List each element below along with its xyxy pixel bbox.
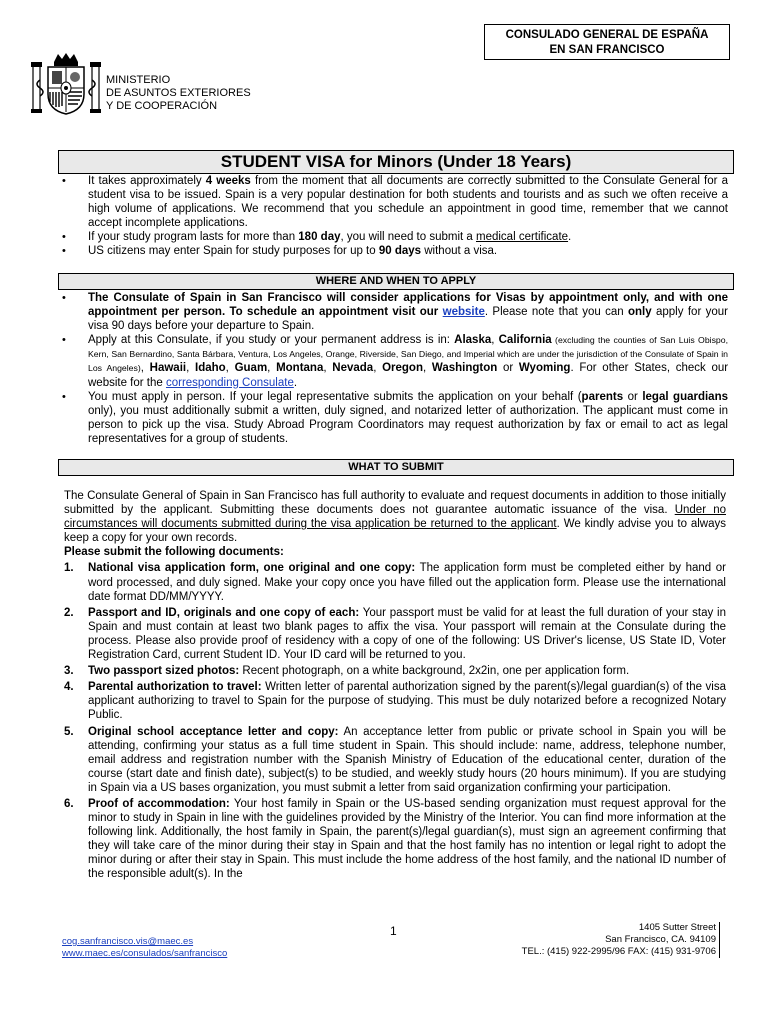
state-guam: Guam <box>234 362 268 375</box>
document-item-text: Your host family in Spain or the US-based sending organization must request approval for the minor to study in Spain in line with the guidelines provided by the Ministry of the Interior. You can find more information at the following link. Additionally, the host family in Spain, the parent(s)/legal guardian(s), must sign an agreement confirming that they will take care of the minor during their stay in Spain and that the host family has no intention or legal right to adopt the minor during or after their stay in Spain. This must include the home address of the host family, and the national ID number of the responsible adult(s). In the <box>88 797 727 881</box>
spain-coat-of-arms-icon <box>30 52 102 118</box>
ministry-line-1: MINISTERIO <box>106 74 171 86</box>
document-item-title: Original school acceptance letter and copy: <box>88 725 339 738</box>
state-oregon: Oregon <box>382 362 423 375</box>
ministry-line-3: Y DE COOPERACIÓN <box>106 100 218 112</box>
text: from the moment that all documents are correctly submitted to the Consulate General for a student visa to be issued. Spain is a very popular destination for both students and tourists and as such we often receive a high volume of applications. We recommend that you schedule an appointment in good time, remember that we cannot accept incomplete applications. <box>88 175 728 230</box>
document-item <box>64 725 726 795</box>
what-to-submit-section <box>64 489 726 882</box>
text: You must apply in person. If your legal representative submits the application on your behalf ( <box>88 390 582 403</box>
text-bold: The Consulate of Spain in San Francisco will consider applications for Visas by appointment only, and with one appointment per person. To schedule an appointment visit our <box>88 292 728 319</box>
page-number: 1 <box>390 924 397 938</box>
text: It takes approximately <box>88 175 206 187</box>
consulado-line-2: EN SAN FRANCISCO <box>549 44 665 56</box>
text-bold: 4 weeks <box>205 175 251 187</box>
list-item <box>58 333 728 389</box>
footer-address <box>522 922 716 958</box>
list-item <box>58 291 728 333</box>
document-item <box>64 680 726 722</box>
text: US citizens may enter Spain for study purposes for up to <box>88 245 379 258</box>
state-montana: Montana <box>276 362 324 375</box>
address-phone-fax: TEL.: (415) 922-2995/96 FAX: (415) 931-9706 <box>521 946 716 957</box>
website-url-link[interactable]: www.maec.es/consulados/sanfrancisco <box>62 948 228 959</box>
list-item <box>58 244 728 258</box>
document-item-number: 6. <box>64 797 74 810</box>
ministry-line-2: DE ASUNTOS EXTERIORES <box>106 87 251 99</box>
address-divider <box>719 922 720 958</box>
text: only), you must additionally submit a written, duly signed, and notarized letter of authorization. The applicant must come in person to pick up the visa. Study Abroad Program Coordinators may request authorization by fax or email to act as legal representatives for a group of students. <box>88 404 728 445</box>
state-idaho: Idaho <box>195 362 226 375</box>
intro-list <box>58 174 728 259</box>
text: or <box>623 390 643 403</box>
text-bold: Please submit the following documents: <box>64 546 284 559</box>
text: , <box>186 362 195 375</box>
text: . For other States, check our website for the <box>88 362 729 389</box>
text-bold: parents <box>581 390 624 403</box>
text: , <box>225 362 235 375</box>
text: , <box>140 362 150 375</box>
state-california: California <box>498 334 552 347</box>
text-bold: legal guardians <box>642 390 728 403</box>
state-hawaii: Hawaii <box>149 362 187 375</box>
submit-intro-paragraph <box>64 489 726 545</box>
text: , you will need to submit a <box>340 231 476 244</box>
state-nevada: Nevada <box>332 362 374 375</box>
document-item-number: 5. <box>64 725 74 738</box>
corresponding-consulate-link[interactable]: corresponding Consulate <box>165 376 294 389</box>
list-item <box>58 174 728 230</box>
text: . <box>568 231 572 244</box>
document-item-title: Passport and ID, originals and one copy of each: <box>88 606 360 619</box>
document-item-text: An acceptance letter from public or private school in Spain you will be attending, confirming your status as a full time student in Spain. This should include: name, address, telephone number, email address and registration number with the Spanish Ministry of Education of the educational center, duration of the course (start date and finish date), subject(s) to be studied, and weekly study hours (20 hours minimum). If you are studying in Spain via a US bases organization, you must submit a letter from said organization confirming your participation. <box>88 725 726 794</box>
document-item-number: 3. <box>64 665 74 678</box>
text: , <box>422 362 432 375</box>
footer-contacts <box>62 936 227 960</box>
document-item <box>64 664 726 678</box>
document-item-text: The application form must be completed either by hand or word processed, and duly signed. Make your copy once you have filled out the application form. Please use the international date format DD/MM/YYYY. <box>88 562 726 603</box>
document-item-title: Parental authorization to travel: <box>88 681 262 694</box>
page-title: STUDENT VISA for Minors (Under 18 Years) <box>58 150 734 174</box>
consulado-header-box <box>484 24 730 60</box>
text: . <box>293 376 298 389</box>
document-item-number: 4. <box>64 681 74 694</box>
document-item <box>64 797 726 882</box>
documents-list <box>64 561 726 881</box>
state-washington: Washington <box>431 362 498 375</box>
text: apply for your visa 90 days before your departure to Spain. <box>88 306 728 333</box>
text-bold: 90 days <box>378 245 422 258</box>
state-wyoming: Wyoming <box>518 362 571 375</box>
county-exclusion-note: (excluding the counties of San Luis Obispo, Kern, San Bernardino, Santa Bárbara, Ventura, Los Angeles, Orange, Riverside, San Diego, and Imperial which are under the jurisdiction of the Consulate of Spain in Los Angeles) <box>88 335 728 374</box>
email-link[interactable]: cog.sanfrancisco.vis@maec.es <box>62 936 194 947</box>
text-underlined: Under no circumstances will documents submitted during the visa application be returned to the applicant <box>64 504 726 531</box>
document-item-title: Proof of accommodation: <box>88 797 230 810</box>
text-bold: 180 day <box>298 231 341 244</box>
document-item-number: 2. <box>64 606 74 619</box>
text: , <box>491 334 499 347</box>
text: , <box>323 362 333 375</box>
document-item-number: 1. <box>64 562 74 575</box>
website-link[interactable]: website <box>442 306 485 319</box>
what-to-submit-heading: WHAT TO SUBMIT <box>58 459 734 476</box>
document-item-title: National visa application form, one original and one copy: <box>88 562 416 575</box>
text: , <box>267 362 277 375</box>
text: or <box>497 362 519 375</box>
text: If your study program lasts for more than <box>88 231 299 244</box>
document-item-text: Written letter of parental authorization signed by the parent(s)/legal guardian(s) of the visa applicant authorizing to travel to Spain for the purpose of studying. This must be duly notarized before a recognized Notary Public. <box>88 681 726 722</box>
document-item-title: Two passport sized photos: <box>88 665 240 678</box>
text-bold: only <box>628 306 652 319</box>
where-when-heading: WHERE AND WHEN TO APPLY <box>58 273 734 290</box>
text: Apply at this Consulate, if you study or your permanent address is in: <box>88 334 455 347</box>
document-item <box>64 606 726 662</box>
text: The Consulate General of Spain in San Francisco has full authority to evaluate and request documents in addition to those initially submitted by the applicant. Submitting these documents does not guarantee automatic issuance of the visa. <box>64 490 726 517</box>
document-item <box>64 561 726 603</box>
where-list <box>58 291 728 446</box>
document-item-text: Your passport must be valid for at least the full duration of your stay in Spain and must contain at least two blank pages to affix the visa. Your passport will remain at the Consulate during the process. Please also provide proof of residency with a copy of one of the following: US Driver's license, US State ID, Voter Registration Card, current Student ID. Your ID card will be returned to you. <box>88 606 726 662</box>
list-item <box>58 230 728 244</box>
text: . Please note that you can <box>484 306 628 319</box>
text: without a visa. <box>421 245 498 258</box>
address-street: 1405 Sutter Street <box>638 922 716 933</box>
consulado-line-1: CONSULADO GENERAL DE ESPAÑA <box>505 29 709 41</box>
document-item-text: Recent photograph, on a white background, 2x2in, one per application form. <box>239 665 630 678</box>
list-item <box>58 390 728 446</box>
state-alaska: Alaska <box>454 334 492 347</box>
ministry-name <box>106 74 251 113</box>
text: , <box>373 362 383 375</box>
text: . We kindly advise you to always keep a copy for your own records. <box>64 518 726 545</box>
please-submit-heading <box>64 545 726 559</box>
medical-certificate-link[interactable]: medical certificate <box>476 231 569 244</box>
address-city: San Francisco, CA. 94109 <box>605 934 716 945</box>
